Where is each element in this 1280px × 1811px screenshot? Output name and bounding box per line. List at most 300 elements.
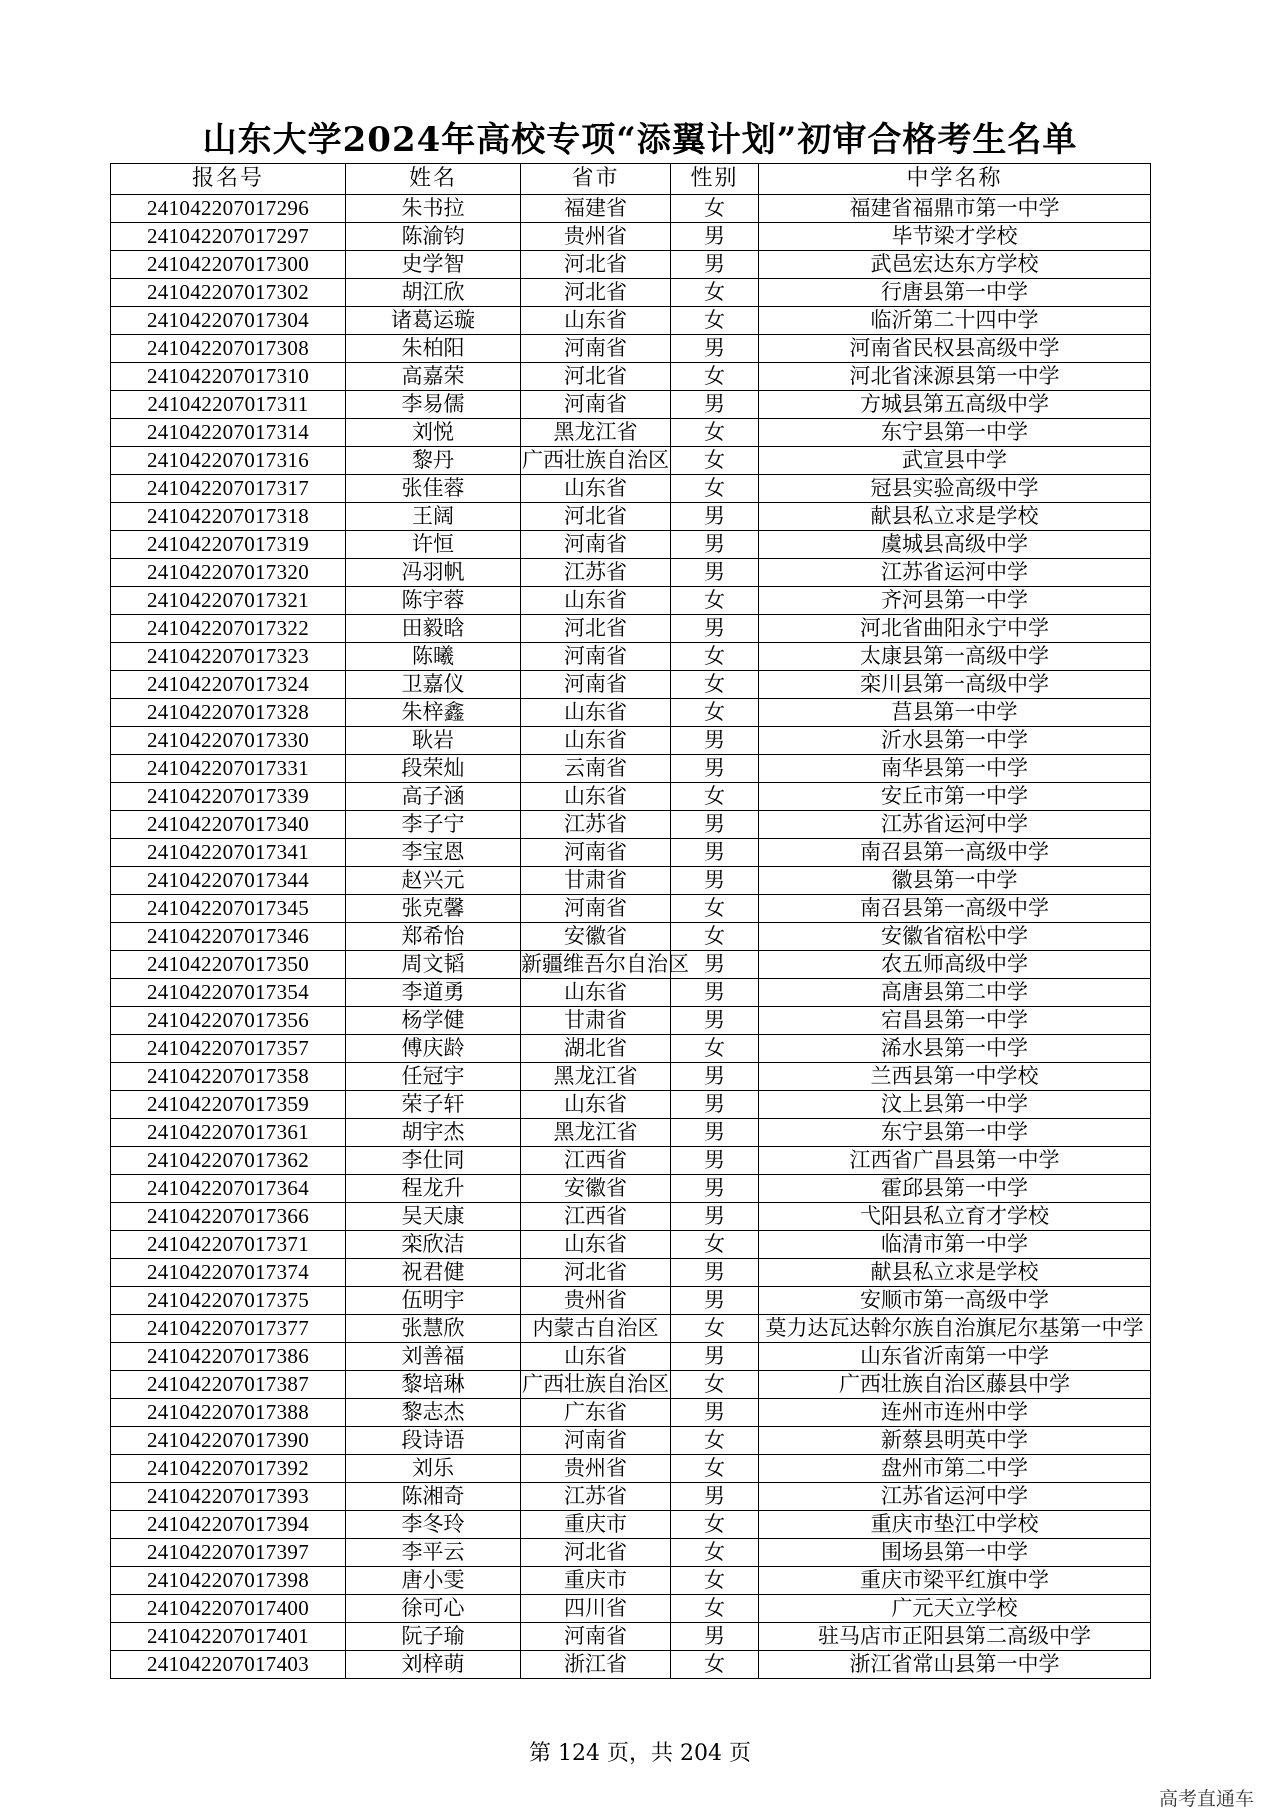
cell-registration-id: 241042207017314 [111, 419, 346, 447]
cell-name: 张克馨 [346, 895, 521, 923]
cell-school: 南华县第一中学 [759, 755, 1151, 783]
cell-registration-id: 241042207017328 [111, 699, 346, 727]
cell-province: 江西省 [521, 1203, 671, 1231]
cell-school: 农五师高级中学 [759, 951, 1151, 979]
cell-province: 河北省 [521, 279, 671, 307]
cell-registration-id: 241042207017318 [111, 503, 346, 531]
cell-province: 江苏省 [521, 559, 671, 587]
cell-gender: 男 [671, 223, 759, 251]
cell-gender: 男 [671, 1483, 759, 1511]
cell-gender: 男 [671, 1063, 759, 1091]
cell-registration-id: 241042207017392 [111, 1455, 346, 1483]
cell-province: 山东省 [521, 699, 671, 727]
cell-gender: 女 [671, 279, 759, 307]
cell-province: 河南省 [521, 335, 671, 363]
cell-registration-id: 241042207017361 [111, 1119, 346, 1147]
cell-province: 山东省 [521, 1231, 671, 1259]
table-row [111, 363, 1151, 391]
cell-gender: 男 [671, 811, 759, 839]
table-row [111, 1511, 1151, 1539]
cell-school: 南召县第一高级中学 [759, 895, 1151, 923]
cell-registration-id: 241042207017366 [111, 1203, 346, 1231]
table-row [111, 335, 1151, 363]
cell-school: 献县私立求是学校 [759, 503, 1151, 531]
cell-registration-id: 241042207017390 [111, 1427, 346, 1455]
cell-school: 太康县第一高级中学 [759, 643, 1151, 671]
table-row [111, 867, 1151, 895]
table-row [111, 279, 1151, 307]
cell-school: 驻马店市正阳县第二高级中学 [759, 1623, 1151, 1651]
cell-name: 王阔 [346, 503, 521, 531]
cell-registration-id: 241042207017316 [111, 447, 346, 475]
table-row [111, 1203, 1151, 1231]
table-row [111, 1567, 1151, 1595]
cell-name: 李仕同 [346, 1147, 521, 1175]
cell-province: 河南省 [521, 895, 671, 923]
cell-school: 江西省广昌县第一中学 [759, 1147, 1151, 1175]
cell-registration-id: 241042207017324 [111, 671, 346, 699]
table-row [111, 475, 1151, 503]
table-row [111, 1063, 1151, 1091]
cell-registration-id: 241042207017403 [111, 1651, 346, 1679]
cell-registration-id: 241042207017393 [111, 1483, 346, 1511]
cell-name: 段诗语 [346, 1427, 521, 1455]
table-row [111, 1399, 1151, 1427]
cell-school: 山东省沂南第一中学 [759, 1343, 1151, 1371]
table-row [111, 1427, 1151, 1455]
table-row [111, 391, 1151, 419]
cell-gender: 女 [671, 419, 759, 447]
cell-gender: 男 [671, 559, 759, 587]
column-header-name: 姓名 [346, 164, 521, 195]
cell-registration-id: 241042207017311 [111, 391, 346, 419]
cell-name: 任冠宇 [346, 1063, 521, 1091]
cell-name: 陈曦 [346, 643, 521, 671]
table-row [111, 951, 1151, 979]
cell-province: 山东省 [521, 783, 671, 811]
cell-registration-id: 241042207017398 [111, 1567, 346, 1595]
cell-school: 南召县第一高级中学 [759, 839, 1151, 867]
cell-school: 弋阳县私立育才学校 [759, 1203, 1151, 1231]
cell-province: 广西壮族自治区 [521, 1371, 671, 1399]
cell-province: 河南省 [521, 1427, 671, 1455]
cell-gender: 女 [671, 307, 759, 335]
table-row [111, 1035, 1151, 1063]
cell-gender: 女 [671, 699, 759, 727]
cell-school: 虞城县高级中学 [759, 531, 1151, 559]
cell-school: 行唐县第一中学 [759, 279, 1151, 307]
cell-registration-id: 241042207017310 [111, 363, 346, 391]
cell-gender: 女 [671, 363, 759, 391]
cell-name: 李宝恩 [346, 839, 521, 867]
cell-name: 刘善福 [346, 1343, 521, 1371]
cell-name: 张佳蓉 [346, 475, 521, 503]
table-row [111, 783, 1151, 811]
cell-name: 祝君健 [346, 1259, 521, 1287]
cell-name: 刘乐 [346, 1455, 521, 1483]
table-row [111, 223, 1151, 251]
cell-registration-id: 241042207017300 [111, 251, 346, 279]
cell-province: 河南省 [521, 531, 671, 559]
cell-school: 广西壮族自治区藤县中学 [759, 1371, 1151, 1399]
cell-registration-id: 241042207017364 [111, 1175, 346, 1203]
cell-school: 围场县第一中学 [759, 1539, 1151, 1567]
cell-school: 徽县第一中学 [759, 867, 1151, 895]
cell-province: 山东省 [521, 1343, 671, 1371]
cell-province: 甘肃省 [521, 867, 671, 895]
cell-gender: 女 [671, 1595, 759, 1623]
table-row [111, 1007, 1151, 1035]
table-row [111, 699, 1151, 727]
page-number: 第 124 页，共 204 页 [529, 1741, 751, 1766]
candidate-table [110, 163, 1151, 1679]
cell-province: 黑龙江省 [521, 419, 671, 447]
cell-province: 贵州省 [521, 1287, 671, 1315]
cell-gender: 男 [671, 1399, 759, 1427]
cell-gender: 男 [671, 979, 759, 1007]
cell-name: 朱柏阳 [346, 335, 521, 363]
cell-school: 江苏省运河中学 [759, 811, 1151, 839]
table-row [111, 643, 1151, 671]
cell-gender: 男 [671, 1259, 759, 1287]
table-row [111, 1175, 1151, 1203]
cell-gender: 男 [671, 727, 759, 755]
cell-name: 黎培琳 [346, 1371, 521, 1399]
table-row [111, 615, 1151, 643]
cell-name: 许恒 [346, 531, 521, 559]
cell-gender: 女 [671, 587, 759, 615]
table-row [111, 503, 1151, 531]
cell-province: 广东省 [521, 1399, 671, 1427]
table-row [111, 1091, 1151, 1119]
cell-school: 盘州市第二中学 [759, 1455, 1151, 1483]
cell-province: 山东省 [521, 727, 671, 755]
cell-name: 李平云 [346, 1539, 521, 1567]
cell-registration-id: 241042207017323 [111, 643, 346, 671]
cell-province: 河北省 [521, 1259, 671, 1287]
table-row [111, 1259, 1151, 1287]
cell-registration-id: 241042207017371 [111, 1231, 346, 1259]
cell-province: 四川省 [521, 1595, 671, 1623]
cell-school: 毕节梁才学校 [759, 223, 1151, 251]
table-row [111, 755, 1151, 783]
cell-name: 郑希怡 [346, 923, 521, 951]
cell-registration-id: 241042207017346 [111, 923, 346, 951]
table-row [111, 727, 1151, 755]
cell-province: 河南省 [521, 391, 671, 419]
cell-name: 陈渝钧 [346, 223, 521, 251]
cell-gender: 女 [671, 1371, 759, 1399]
table-row [111, 1651, 1151, 1679]
table-row [111, 1147, 1151, 1175]
cell-registration-id: 241042207017341 [111, 839, 346, 867]
cell-name: 黎丹 [346, 447, 521, 475]
cell-gender: 男 [671, 1175, 759, 1203]
cell-school: 江苏省运河中学 [759, 1483, 1151, 1511]
cell-name: 朱梓鑫 [346, 699, 521, 727]
cell-school: 临沂第二十四中学 [759, 307, 1151, 335]
table-row [111, 1371, 1151, 1399]
cell-name: 田毅晗 [346, 615, 521, 643]
cell-province: 河南省 [521, 671, 671, 699]
cell-registration-id: 241042207017356 [111, 1007, 346, 1035]
table-row [111, 307, 1151, 335]
cell-registration-id: 241042207017319 [111, 531, 346, 559]
cell-gender: 男 [671, 1119, 759, 1147]
cell-name: 黎志杰 [346, 1399, 521, 1427]
cell-gender: 女 [671, 1231, 759, 1259]
cell-name: 胡江欣 [346, 279, 521, 307]
cell-registration-id: 241042207017354 [111, 979, 346, 1007]
cell-province: 黑龙江省 [521, 1063, 671, 1091]
table-body [111, 195, 1151, 1679]
cell-school: 重庆市垫江中学校 [759, 1511, 1151, 1539]
cell-gender: 女 [671, 195, 759, 223]
cell-school: 宕昌县第一中学 [759, 1007, 1151, 1035]
page-title: 山东大学2024年高校专项“添翼计划”初审合格考生名单 [202, 120, 1078, 160]
cell-registration-id: 241042207017400 [111, 1595, 346, 1623]
cell-gender: 男 [671, 391, 759, 419]
cell-school: 福建省福鼎市第一中学 [759, 195, 1151, 223]
cell-registration-id: 241042207017344 [111, 867, 346, 895]
table-row [111, 587, 1151, 615]
cell-school: 方城县第五高级中学 [759, 391, 1151, 419]
column-header-province: 省市 [521, 164, 671, 195]
cell-name: 胡宇杰 [346, 1119, 521, 1147]
cell-name: 周文韬 [346, 951, 521, 979]
cell-registration-id: 241042207017362 [111, 1147, 346, 1175]
table-row [111, 1595, 1151, 1623]
table-row [111, 1455, 1151, 1483]
cell-school: 东宁县第一中学 [759, 419, 1151, 447]
table-row [111, 1343, 1151, 1371]
cell-province: 河北省 [521, 615, 671, 643]
cell-school: 安顺市第一高级中学 [759, 1287, 1151, 1315]
cell-gender: 男 [671, 335, 759, 363]
cell-name: 程龙升 [346, 1175, 521, 1203]
cell-province: 安徽省 [521, 1175, 671, 1203]
cell-registration-id: 241042207017322 [111, 615, 346, 643]
cell-school: 武邑宏达东方学校 [759, 251, 1151, 279]
cell-gender: 女 [671, 1511, 759, 1539]
cell-school: 武宣县中学 [759, 447, 1151, 475]
cell-registration-id: 241042207017386 [111, 1343, 346, 1371]
cell-name: 吴天康 [346, 1203, 521, 1231]
cell-gender: 女 [671, 1427, 759, 1455]
cell-name: 高嘉荣 [346, 363, 521, 391]
cell-school: 重庆市梁平红旗中学 [759, 1567, 1151, 1595]
cell-registration-id: 241042207017377 [111, 1315, 346, 1343]
cell-gender: 女 [671, 475, 759, 503]
cell-gender: 男 [671, 1091, 759, 1119]
cell-registration-id: 241042207017397 [111, 1539, 346, 1567]
cell-province: 云南省 [521, 755, 671, 783]
cell-gender: 女 [671, 671, 759, 699]
cell-gender: 男 [671, 251, 759, 279]
cell-gender: 男 [671, 1623, 759, 1651]
cell-gender: 男 [671, 839, 759, 867]
cell-school: 河南省民权县高级中学 [759, 335, 1151, 363]
cell-province: 河北省 [521, 503, 671, 531]
cell-registration-id: 241042207017359 [111, 1091, 346, 1119]
cell-school: 献县私立求是学校 [759, 1259, 1151, 1287]
cell-province: 浙江省 [521, 1651, 671, 1679]
cell-province: 江西省 [521, 1147, 671, 1175]
cell-province: 甘肃省 [521, 1007, 671, 1035]
cell-registration-id: 241042207017308 [111, 335, 346, 363]
table-row [111, 1315, 1151, 1343]
cell-school: 安丘市第一中学 [759, 783, 1151, 811]
table-row [111, 1231, 1151, 1259]
cell-gender: 男 [671, 1343, 759, 1371]
cell-school: 广元天立学校 [759, 1595, 1151, 1623]
cell-province: 山东省 [521, 979, 671, 1007]
cell-name: 段荣灿 [346, 755, 521, 783]
cell-name: 耿岩 [346, 727, 521, 755]
cell-province: 广西壮族自治区 [521, 447, 671, 475]
cell-gender: 女 [671, 1567, 759, 1595]
cell-name: 李子宁 [346, 811, 521, 839]
cell-gender: 女 [671, 447, 759, 475]
cell-registration-id: 241042207017388 [111, 1399, 346, 1427]
cell-registration-id: 241042207017375 [111, 1287, 346, 1315]
cell-gender: 男 [671, 755, 759, 783]
cell-name: 史学智 [346, 251, 521, 279]
table-row [111, 1119, 1151, 1147]
cell-name: 傅庆龄 [346, 1035, 521, 1063]
cell-school: 河北省涞源县第一中学 [759, 363, 1151, 391]
cell-name: 李冬玲 [346, 1511, 521, 1539]
cell-province: 湖北省 [521, 1035, 671, 1063]
cell-gender: 女 [671, 1315, 759, 1343]
cell-gender: 女 [671, 1651, 759, 1679]
cell-school: 新蔡县明英中学 [759, 1427, 1151, 1455]
cell-registration-id: 241042207017357 [111, 1035, 346, 1063]
cell-school: 浠水县第一中学 [759, 1035, 1151, 1063]
cell-gender: 男 [671, 1147, 759, 1175]
cell-province: 重庆市 [521, 1511, 671, 1539]
watermark: 高考直通车 [1158, 1788, 1254, 1810]
cell-province: 江苏省 [521, 1483, 671, 1511]
cell-registration-id: 241042207017331 [111, 755, 346, 783]
cell-name: 陈湘奇 [346, 1483, 521, 1511]
cell-registration-id: 241042207017350 [111, 951, 346, 979]
cell-school: 连州市连州中学 [759, 1399, 1151, 1427]
cell-name: 诸葛运璇 [346, 307, 521, 335]
cell-gender: 女 [671, 1539, 759, 1567]
cell-name: 阮子瑜 [346, 1623, 521, 1651]
cell-school: 齐河县第一中学 [759, 587, 1151, 615]
cell-gender: 男 [671, 1203, 759, 1231]
cell-name: 杨学健 [346, 1007, 521, 1035]
cell-name: 刘悦 [346, 419, 521, 447]
cell-name: 高子涵 [346, 783, 521, 811]
cell-province: 贵州省 [521, 1455, 671, 1483]
cell-gender: 男 [671, 867, 759, 895]
cell-gender: 女 [671, 923, 759, 951]
table-row [111, 1287, 1151, 1315]
table-row [111, 1483, 1151, 1511]
cell-name: 李易儒 [346, 391, 521, 419]
cell-registration-id: 241042207017340 [111, 811, 346, 839]
cell-province: 山东省 [521, 307, 671, 335]
table-row [111, 531, 1151, 559]
column-header-school: 中学名称 [759, 164, 1151, 195]
cell-province: 河北省 [521, 1539, 671, 1567]
cell-name: 徐可心 [346, 1595, 521, 1623]
cell-province: 黑龙江省 [521, 1119, 671, 1147]
cell-name: 栾欣洁 [346, 1231, 521, 1259]
table-header-row [111, 164, 1151, 195]
table-row [111, 671, 1151, 699]
cell-registration-id: 241042207017296 [111, 195, 346, 223]
cell-registration-id: 241042207017345 [111, 895, 346, 923]
cell-province: 山东省 [521, 475, 671, 503]
cell-name: 卫嘉仪 [346, 671, 521, 699]
cell-school: 江苏省运河中学 [759, 559, 1151, 587]
column-header-id: 报名号 [111, 164, 346, 195]
cell-school: 浙江省常山县第一中学 [759, 1651, 1151, 1679]
cell-gender: 男 [671, 615, 759, 643]
cell-name: 李道勇 [346, 979, 521, 1007]
table-row [111, 1623, 1151, 1651]
cell-gender: 女 [671, 1035, 759, 1063]
cell-registration-id: 241042207017302 [111, 279, 346, 307]
cell-gender: 男 [671, 951, 759, 979]
cell-province: 河南省 [521, 839, 671, 867]
table-row [111, 979, 1151, 1007]
cell-registration-id: 241042207017394 [111, 1511, 346, 1539]
table-row [111, 419, 1151, 447]
cell-gender: 男 [671, 1007, 759, 1035]
cell-school: 临清市第一中学 [759, 1231, 1151, 1259]
table-row [111, 251, 1151, 279]
cell-province: 新疆维吾尔自治区 [521, 951, 671, 979]
cell-province: 河南省 [521, 643, 671, 671]
cell-gender: 男 [671, 531, 759, 559]
table-row [111, 895, 1151, 923]
cell-school: 冠县实验高级中学 [759, 475, 1151, 503]
cell-gender: 男 [671, 1287, 759, 1315]
cell-gender: 女 [671, 1455, 759, 1483]
cell-province: 重庆市 [521, 1567, 671, 1595]
cell-school: 东宁县第一中学 [759, 1119, 1151, 1147]
cell-registration-id: 241042207017401 [111, 1623, 346, 1651]
cell-registration-id: 241042207017317 [111, 475, 346, 503]
cell-name: 陈宇蓉 [346, 587, 521, 615]
table-row [111, 559, 1151, 587]
cell-registration-id: 241042207017358 [111, 1063, 346, 1091]
cell-province: 山东省 [521, 587, 671, 615]
cell-name: 冯羽帆 [346, 559, 521, 587]
cell-gender: 女 [671, 643, 759, 671]
cell-school: 沂水县第一中学 [759, 727, 1151, 755]
cell-school: 霍邱县第一中学 [759, 1175, 1151, 1203]
cell-registration-id: 241042207017330 [111, 727, 346, 755]
cell-name: 赵兴元 [346, 867, 521, 895]
cell-school: 安徽省宿松中学 [759, 923, 1151, 951]
cell-registration-id: 241042207017387 [111, 1371, 346, 1399]
table-row [111, 923, 1151, 951]
cell-registration-id: 241042207017320 [111, 559, 346, 587]
cell-gender: 男 [671, 503, 759, 531]
cell-name: 朱书拉 [346, 195, 521, 223]
cell-name: 张慧欣 [346, 1315, 521, 1343]
cell-province: 内蒙古自治区 [521, 1315, 671, 1343]
cell-registration-id: 241042207017321 [111, 587, 346, 615]
table-row [111, 195, 1151, 223]
cell-province: 山东省 [521, 1091, 671, 1119]
